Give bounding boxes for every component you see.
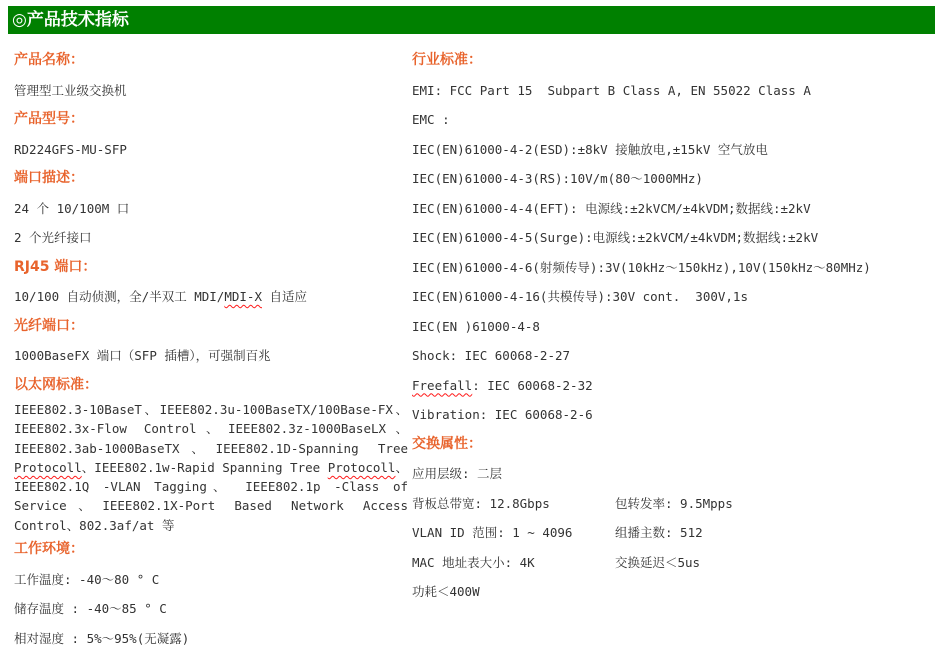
misspelled-word-mdix: MDI-X — [224, 289, 262, 304]
rj45-port-line — [14, 282, 408, 312]
switch-spec-row — [412, 518, 944, 548]
iec-standard-line: IEC(EN )61000-4-8 — [412, 318, 540, 334]
misspelled-word-protocoll-2: Protocoll — [327, 459, 396, 475]
misspelled-word-protocoll-1: Protocoll — [14, 459, 82, 475]
work-environment-line: 储存温度 : -40～85 ° C — [14, 601, 167, 617]
heading-ethernet-standards: 以太网标准： — [14, 376, 98, 393]
ethernet-seg3: 、IEEE802.1Q -VLAN Tagging、 IEEE802.1p -Class of Service、IEEE802.1X-Port Based Network Access Control、802.3af/at 等 — [14, 459, 408, 533]
backplane-bandwidth: 背板总带宽: 12.8Gbps — [412, 495, 550, 511]
iec-standard-line: IEC(EN)61000-4-3(RS):10V/m(80～1000MHz) — [412, 171, 703, 186]
work-environment-line: 工作温度: -40～80 ° C — [14, 571, 160, 587]
heading-product-model: 产品型号： — [14, 111, 84, 127]
misspelled-word-freefall: Freefall — [412, 377, 473, 393]
ethernet-seg2: 、IEEE802.1w-Rapid Spanning Tree — [81, 459, 328, 475]
fiber-port-line: 1000BaseFX 端口（SFP 插槽），可强制百兆 — [14, 348, 271, 363]
power-consumption-line: 功耗＜400W — [412, 584, 480, 599]
section-title-bar — [8, 6, 935, 34]
freefall-line — [412, 371, 944, 401]
ethernet-seg1: IEEE802.3-10BaseT、IEEE802.3u-100BaseTX/100Base-FX、IEEE802.3x-Flow Control、IEEE802.3z-1000BaseLX、IEEE802.3ab-1000BaseTX、IEEE802.1D-Spanning Tree — [14, 402, 408, 456]
app-layer-line: 应用层级: 二层 — [412, 466, 503, 481]
iec-standard-line: IEC(EN)61000-4-5(Surge):电源线:±2kVCM/±4kVDM;数据线:±2kV — [412, 230, 819, 245]
vlan-id-range: VLAN ID 范围: 1 ~ 4096 — [412, 525, 573, 540]
freefall-text-rest: : IEC 60068-2-32 — [472, 377, 593, 393]
product-model-value: RD224GFS-MU-SFP — [14, 141, 127, 157]
heading-work-environment: 工作环境： — [14, 541, 84, 558]
vibration-line: Vibration: IEC 60068-2-6 — [412, 407, 593, 422]
shock-line: Shock: IEC 60068-2-27 — [412, 348, 571, 363]
switch-latency: 交换延迟＜5us — [615, 554, 701, 570]
iec-standard-line: IEC(EN)61000-4-16(共模传导):30V cont. 300V,1s — [412, 289, 748, 304]
packet-forwarding-rate: 包转发率: 9.5Mpps — [615, 495, 733, 511]
port-description-line: 2 个光纤接口 — [14, 230, 92, 245]
page-title: ◎产品技术指标 — [12, 10, 129, 30]
emc-label: EMC : — [412, 112, 450, 127]
emi-line: EMI: FCC Part 15 Subpart B Class A, EN 55022 Class A — [412, 82, 811, 98]
switch-spec-row — [412, 548, 944, 578]
iec-standard-line: IEC(EN)61000-4-2(ESD):±8kV 接触放电,±15kV 空气放电 — [412, 141, 768, 157]
right-column — [412, 46, 944, 607]
rj45-text-pre: 10/100 自动侦测，全/半双工 MDI/ — [14, 289, 225, 304]
port-description-line: 24 个 10/100M 口 — [14, 200, 130, 216]
heading-switch-properties: 交换属性： — [412, 435, 482, 452]
heading-industry-standards: 行业标准： — [412, 52, 482, 68]
ethernet-standards-paragraph — [14, 400, 408, 535]
iec-standard-line: IEC(EN)61000-4-6(射频传导):3V(10kHz～150kHz),10V(150kHz～80MHz) — [412, 259, 871, 275]
heading-port-description: 端口描述： — [14, 170, 84, 186]
heading-product-name: 产品名称： — [14, 52, 84, 68]
rj45-text-post: 自适应 — [261, 289, 308, 304]
left-column — [14, 46, 408, 652]
heading-fiber-port: 光纤端口： — [14, 317, 84, 334]
work-environment-line: 相对湿度 : 5%～95%(无凝露) — [14, 630, 190, 646]
mac-table-size: MAC 地址表大小: 4K — [412, 554, 535, 570]
heading-rj45-port: RJ45 端口： — [14, 258, 97, 275]
product-name-value: 管理型工业级交换机 — [14, 82, 127, 98]
multicast-groups: 组播主数: 512 — [615, 525, 703, 540]
iec-standard-line: IEC(EN)61000-4-4(EFT): 电源线:±2kVCM/±4kVDM;数据线:±2kV — [412, 200, 811, 216]
switch-spec-row — [412, 489, 944, 519]
